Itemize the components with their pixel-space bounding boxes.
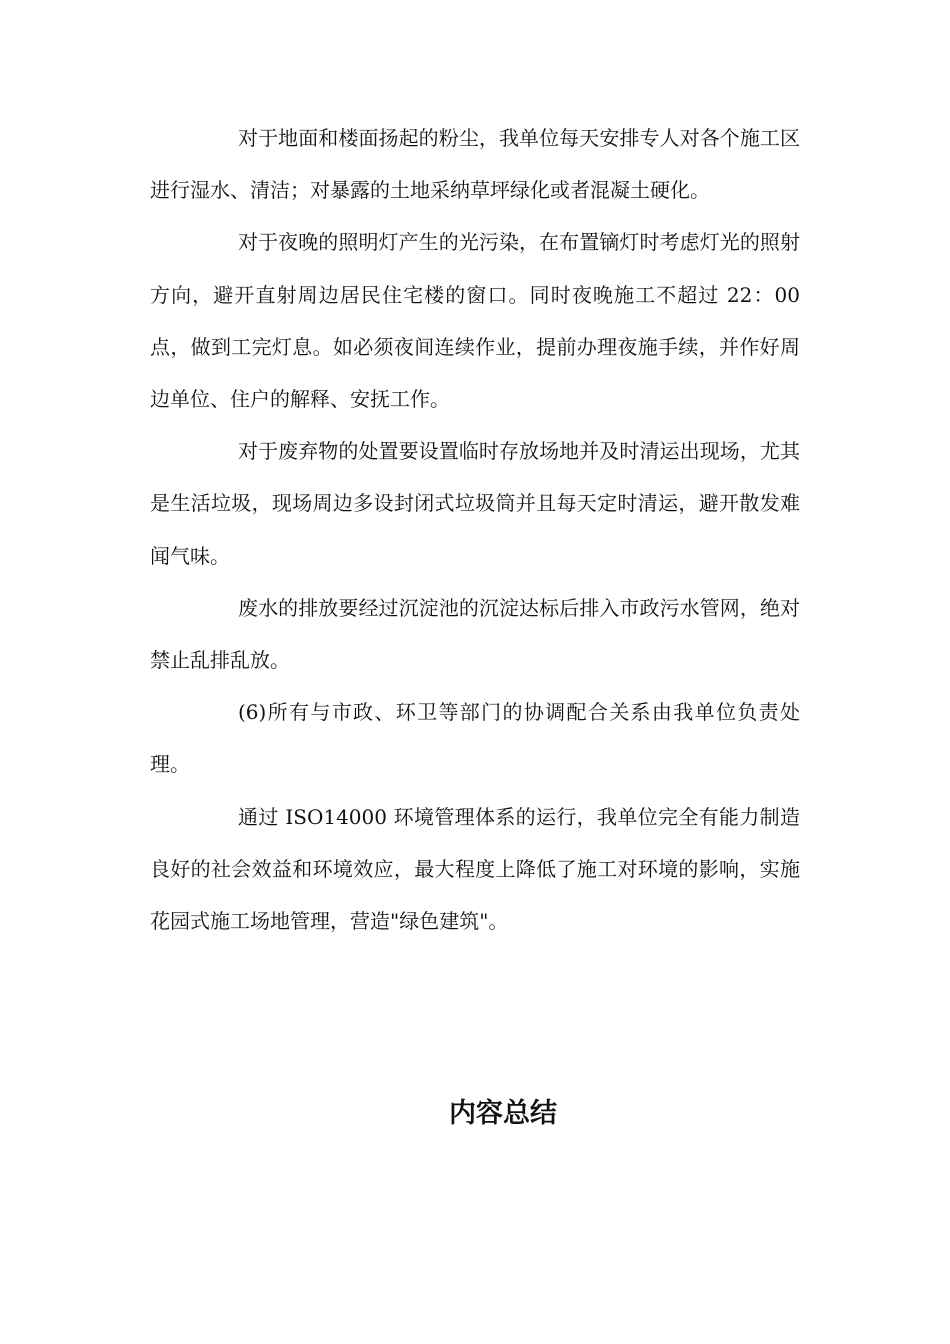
paragraph-iso14000: 通过 ISO14000 环境管理体系的运行，我单位完全有能力制造良好的社会效益和环境效应，最大程度上降低了施工对环境的影响，实施花园式施工场地管理，营造"绿色建筑"。	[150, 804, 800, 934]
paragraph-light-pollution: 对于夜晚的照明灯产生的光污染，在布置镝灯时考虑灯光的照射方向，避开直射周边居民住宅楼的窗口。同时夜晚施工不超过 22：00 点，做到工完灯息。如必须夜间连续作业，提前办理夜施手续，并作好周边单位、住户的解释、安抚工作。	[150, 230, 800, 412]
paragraph-dust-control: 对于地面和楼面扬起的粉尘，我单位每天安排专人对各个施工区进行湿水、清洁；对暴露的土地采纳草坪绿化或者混凝土硬化。	[150, 126, 800, 203]
paragraph-wastewater: 废水的排放要经过沉淀池的沉淀达标后排入市政污水管网，绝对禁止乱排乱放。	[150, 595, 800, 673]
paragraph-coordination: (6)所有与市政、环卫等部门的协调配合关系由我单位负责处理。	[150, 700, 800, 777]
document-body	[150, 112, 800, 947]
paragraph-waste-disposal: 对于废弃物的处置要设置临时存放场地并及时清运出现场，尤其是生活垃圾，现场周边多设封闭式垃圾筒并且每天定时清运，避开散发难闻气味。	[150, 439, 800, 568]
summary-heading: 内容总结	[449, 1098, 557, 1129]
